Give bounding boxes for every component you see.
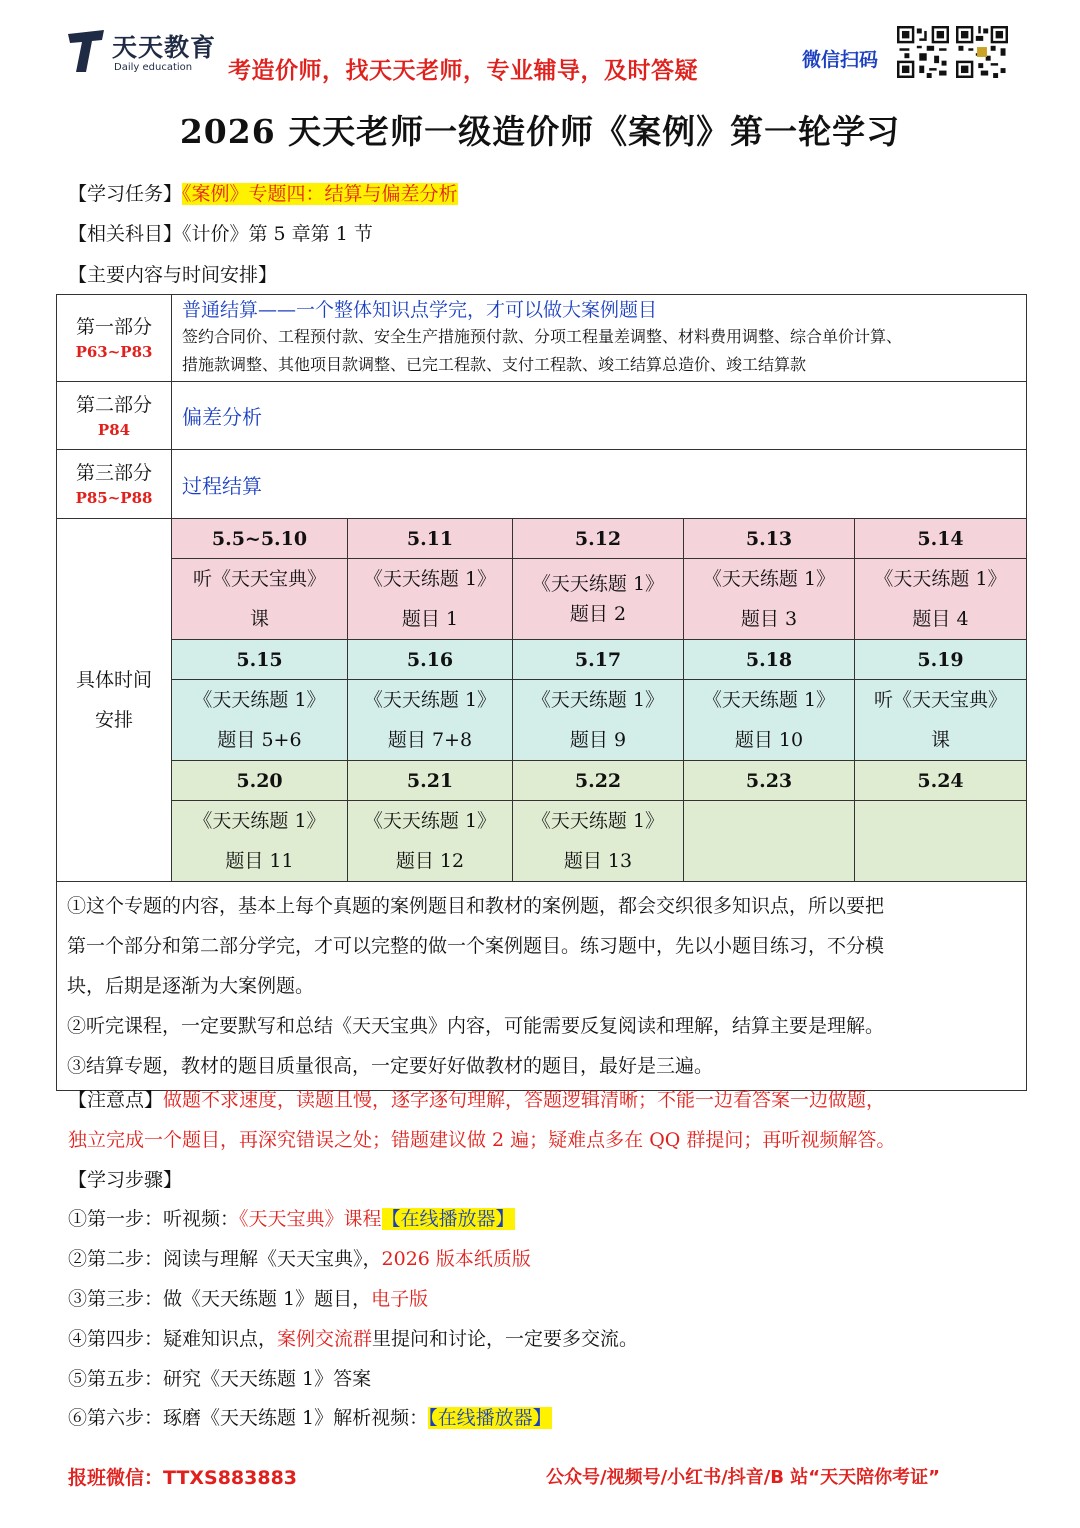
date-cell: 5.5~5.10 bbox=[172, 519, 348, 559]
task-row bbox=[57, 559, 1027, 640]
task-item: 课 bbox=[930, 729, 950, 751]
part-1-items-1: 签约合同价、工程预付款、安全生产措施预付款、分项工程量差调整、材料费用调整、综合单价计算、 bbox=[182, 327, 903, 346]
mini-program-code-icon[interactable] bbox=[956, 26, 1008, 78]
attention-line-1 bbox=[68, 1087, 885, 1113]
task-book: 《天天练题 1》 bbox=[193, 689, 326, 711]
page-title: 2026 天天老师一级造价师《案例》第一轮学习 bbox=[179, 112, 901, 151]
brand-logo bbox=[66, 28, 226, 76]
date-cell: 5.12 bbox=[513, 519, 684, 559]
date-row bbox=[57, 640, 1027, 680]
date-cell: 5.13 bbox=[684, 519, 855, 559]
part-3-name: 第三部分 bbox=[75, 462, 152, 484]
subject-value: 《计价》第 5 章第 1 节 bbox=[182, 223, 373, 245]
side-label-line-1: 具体时间 bbox=[75, 669, 152, 691]
task-item: 题目 4 bbox=[912, 608, 969, 630]
date-cell: 5.21 bbox=[348, 761, 513, 801]
step-4 bbox=[68, 1326, 638, 1352]
note-line: 第一个部分和第二部分学完，才可以完整的做一个案例题目。练习题中，先以小题目练习，不分模 bbox=[67, 935, 885, 957]
notes-cell bbox=[57, 882, 1027, 1091]
task-line bbox=[68, 181, 458, 207]
date-cell: 5.15 bbox=[172, 640, 348, 680]
date-cell: 5.23 bbox=[684, 761, 855, 801]
step-1 bbox=[68, 1206, 515, 1232]
footer-channels: 公众号/视频号/小红书/抖音/B 站“天天陪你考证” bbox=[546, 1467, 940, 1488]
step-6-player-link[interactable]: 【在线播放器】 bbox=[428, 1407, 552, 1429]
task-book: 听《天天宝典》 bbox=[192, 568, 326, 590]
schedule-side-label bbox=[57, 519, 172, 882]
step-1-player-link[interactable]: 【在线播放器】 bbox=[381, 1208, 515, 1230]
footer-wechat: 报班微信：TTXS883883 bbox=[68, 1467, 298, 1489]
brand-name: 天天教育 bbox=[112, 33, 217, 62]
header-slogan: 考造价师，找天天老师，专业辅导，及时答疑 bbox=[228, 58, 698, 84]
step-3-text: ③第三步：做《天天练题 1》题目， bbox=[68, 1288, 372, 1310]
side-label-line-2: 安排 bbox=[94, 709, 133, 731]
logo-t-icon bbox=[66, 28, 106, 74]
note-line: ①这个专题的内容，基本上每个真题的案例题目和教材的案例题，都会交织很多知识点，所以要把 bbox=[67, 895, 885, 917]
task-value: 《案例》专题四：结算与偏差分析 bbox=[182, 183, 458, 205]
date-row bbox=[57, 519, 1027, 559]
task-book: 《天天练题 1》 bbox=[874, 568, 1007, 590]
part-2-cell bbox=[57, 382, 172, 450]
task-item: 题目 13 bbox=[563, 850, 633, 872]
task-book: 《天天练题 1》 bbox=[363, 810, 497, 832]
task-cell bbox=[513, 559, 684, 640]
part-1-cell bbox=[57, 295, 172, 382]
task-item: 题目 5+6 bbox=[217, 729, 302, 751]
step-5: ⑤第五步：研究《天天练题 1》答案 bbox=[68, 1368, 372, 1390]
part-3-title: 过程结算 bbox=[172, 450, 1027, 519]
study-plan-table bbox=[56, 294, 1027, 1091]
step-6 bbox=[68, 1405, 552, 1431]
step-6-text: ⑥第六步：琢磨《天天练题 1》解析视频： bbox=[68, 1407, 429, 1429]
steps-label: 【学习步骤】 bbox=[68, 1169, 183, 1191]
task-book: 听《天天宝典》 bbox=[873, 689, 1007, 711]
task-item: 课 bbox=[249, 608, 269, 630]
part-1-pages: P63~P83 bbox=[75, 343, 153, 361]
task-cell bbox=[348, 680, 513, 761]
date-cell: 5.20 bbox=[172, 761, 348, 801]
task-book: 《天天练题 1》 bbox=[531, 810, 665, 832]
date-cell: 5.11 bbox=[348, 519, 513, 559]
task-label: 【学习任务】 bbox=[68, 183, 183, 205]
task-item: 题目 1 bbox=[401, 608, 459, 630]
part-1-desc bbox=[172, 295, 1027, 382]
note-line: ③结算专题，教材的题目质量很高，一定要好好做教材的题目，最好是三遍。 bbox=[67, 1055, 714, 1077]
part-3-pages: P85~P88 bbox=[75, 489, 153, 507]
date-cell: 5.18 bbox=[684, 640, 855, 680]
attention-text-1: 做题不求速度，读题且慢，逐字逐句理解，答题逻辑清晰；不能一边看答案一边做题， bbox=[163, 1089, 886, 1111]
task-cell bbox=[684, 680, 855, 761]
part-1-name: 第一部分 bbox=[75, 316, 152, 338]
task-cell bbox=[172, 559, 348, 640]
task-cell-empty bbox=[855, 801, 1027, 882]
step-3 bbox=[68, 1286, 428, 1312]
step-1-course: 《天天宝典》课程 bbox=[239, 1208, 382, 1230]
task-book: 《天天练题 1》 bbox=[363, 568, 497, 590]
part-2-title: 偏差分析 bbox=[172, 382, 1027, 450]
task-item: 题目 12 bbox=[395, 850, 465, 872]
schedule-label: 【主要内容与时间安排】 bbox=[68, 264, 278, 286]
attention-text-2: 独立完成一个题目，再深究错误之处；错题建议做 2 遍；疑难点多在 QQ 群提问；再听视频解答。 bbox=[68, 1129, 896, 1151]
date-cell: 5.16 bbox=[348, 640, 513, 680]
task-cell bbox=[684, 559, 855, 640]
date-cell: 5.22 bbox=[513, 761, 684, 801]
date-row bbox=[57, 761, 1027, 801]
task-item: 题目 10 bbox=[734, 729, 804, 751]
task-item: 题目 11 bbox=[225, 850, 294, 872]
task-item: 题目 3 bbox=[740, 608, 798, 630]
task-book: 《天天练题 1》 bbox=[702, 568, 836, 590]
note-line: ②听完课程，一定要默写和总结《天天宝典》内容，可能需要反复阅读和理解，结算主要是理解。 bbox=[67, 1015, 885, 1037]
subject-line bbox=[68, 221, 373, 247]
task-cell bbox=[513, 680, 684, 761]
step-4-suffix: 里提问和讨论，一定要多交流。 bbox=[372, 1328, 639, 1350]
brand-subtitle: Daily education bbox=[114, 62, 193, 73]
task-cell bbox=[348, 559, 513, 640]
notes-row bbox=[57, 882, 1027, 1091]
part-row bbox=[57, 450, 1027, 519]
attention-label: 【注意点】 bbox=[68, 1089, 164, 1111]
task-book: 《天天练题 1》 bbox=[193, 810, 326, 832]
task-row bbox=[57, 801, 1027, 882]
task-item: 题目 2 bbox=[569, 603, 627, 625]
note-line: 块，后期是逐渐为大案例题。 bbox=[67, 975, 315, 997]
step-1-text: ①第一步：听视频： bbox=[68, 1208, 240, 1230]
part-2-name: 第二部分 bbox=[75, 393, 152, 416]
task-book: 《天天练题 1》 bbox=[531, 573, 665, 595]
task-item: 题目 7+8 bbox=[387, 729, 473, 751]
task-row bbox=[57, 680, 1027, 761]
scan-label: 微信扫码 bbox=[802, 49, 879, 71]
qr-code-icon[interactable] bbox=[897, 26, 949, 78]
step-4-group: 案例交流群 bbox=[277, 1328, 373, 1350]
part-row bbox=[57, 382, 1027, 450]
task-cell bbox=[855, 680, 1027, 761]
date-cell: 5.17 bbox=[513, 640, 684, 680]
part-row bbox=[57, 295, 1027, 382]
task-cell bbox=[348, 801, 513, 882]
part-2-pages: P84 bbox=[97, 420, 131, 439]
step-4-text: ④第四步：疑难知识点， bbox=[68, 1328, 278, 1350]
date-cell: 5.19 bbox=[855, 640, 1027, 680]
subject-label: 【相关科目】 bbox=[68, 223, 183, 245]
task-cell bbox=[855, 559, 1027, 640]
part-1-items-2: 措施款调整、其他项目款调整、已完工程款、支付工程款、竣工结算总造价、竣工结算款 bbox=[182, 355, 807, 374]
task-book: 《天天练题 1》 bbox=[531, 689, 665, 711]
step-2-text: ②第二步：阅读与理解《天天宝典》， bbox=[68, 1248, 382, 1270]
task-item: 题目 9 bbox=[569, 729, 627, 751]
task-book: 《天天练题 1》 bbox=[363, 689, 497, 711]
date-cell: 5.24 bbox=[855, 761, 1027, 801]
task-book: 《天天练题 1》 bbox=[702, 689, 836, 711]
part-1-title: 普通结算——一个整体知识点学完，才可以做大案例题目 bbox=[182, 299, 658, 321]
task-cell bbox=[513, 801, 684, 882]
part-3-cell bbox=[57, 450, 172, 519]
task-cell bbox=[172, 801, 348, 882]
step-2-version: 2026 版本纸质版 bbox=[381, 1248, 531, 1270]
task-cell-empty bbox=[684, 801, 855, 882]
task-cell bbox=[172, 680, 348, 761]
date-cell: 5.14 bbox=[855, 519, 1027, 559]
step-3-format: 电子版 bbox=[371, 1288, 429, 1310]
step-2 bbox=[68, 1246, 531, 1272]
